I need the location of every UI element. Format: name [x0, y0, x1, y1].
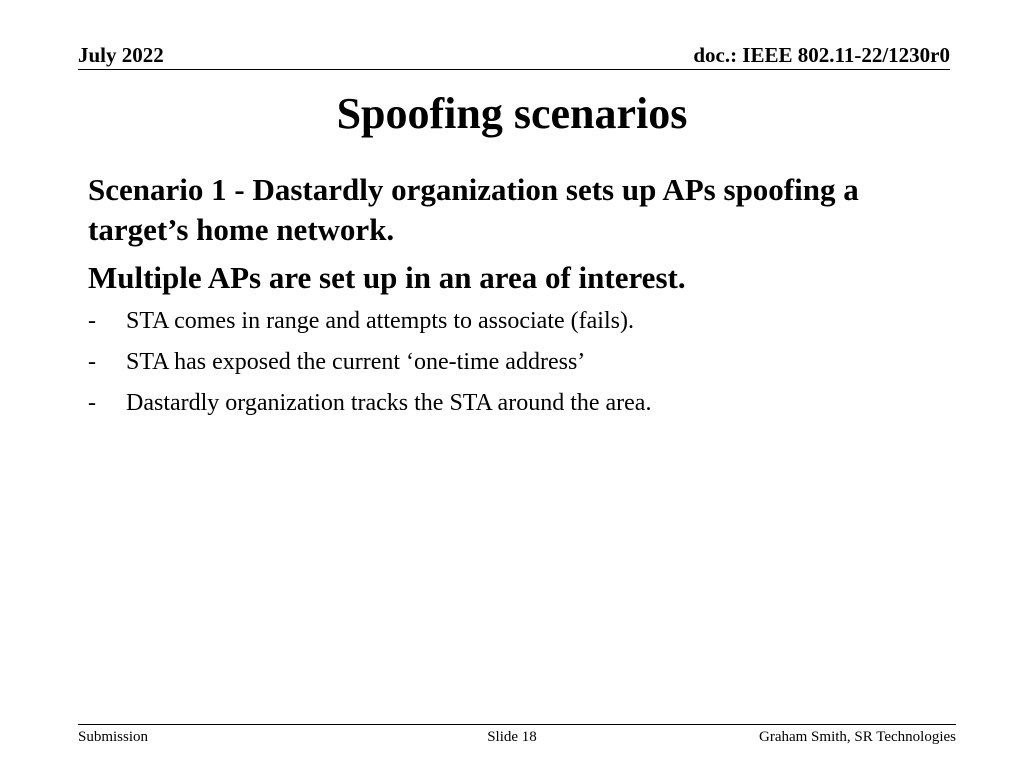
footer-submission: Submission [78, 729, 149, 745]
bullet-marker: - [88, 390, 96, 416]
bullet-item [88, 306, 948, 336]
bullet-text: STA has exposed the current ‘one-time address’ [126, 349, 586, 375]
bullet-marker: - [88, 308, 96, 334]
bullet-list [88, 306, 948, 418]
slide-body [88, 170, 948, 429]
bullet-item [88, 347, 948, 377]
header-rule [78, 69, 950, 70]
footer-author: Graham Smith, SR Technologies [759, 729, 956, 745]
footer-rule [78, 724, 956, 725]
bullet-text: STA comes in range and attempts to associate (fails). [126, 308, 634, 334]
bullet-marker: - [88, 349, 96, 375]
footer-slide-number: Slide 18 [487, 729, 537, 745]
bullet-item [88, 388, 948, 418]
header-doc-id: doc.: IEEE 802.11-22/1230r0 [693, 43, 950, 67]
header-date: July 2022 [78, 43, 164, 67]
body-paragraph-multiple-aps: Multiple APs are set up in an area of interest. [88, 260, 686, 295]
bullet-text: Dastardly organization tracks the STA around the area. [126, 390, 652, 416]
body-paragraph-scenario: Scenario 1 - Dastardly organization sets up APs spoofing a target’s home network. [88, 172, 859, 247]
slide-title: Spoofing scenarios [336, 89, 688, 138]
